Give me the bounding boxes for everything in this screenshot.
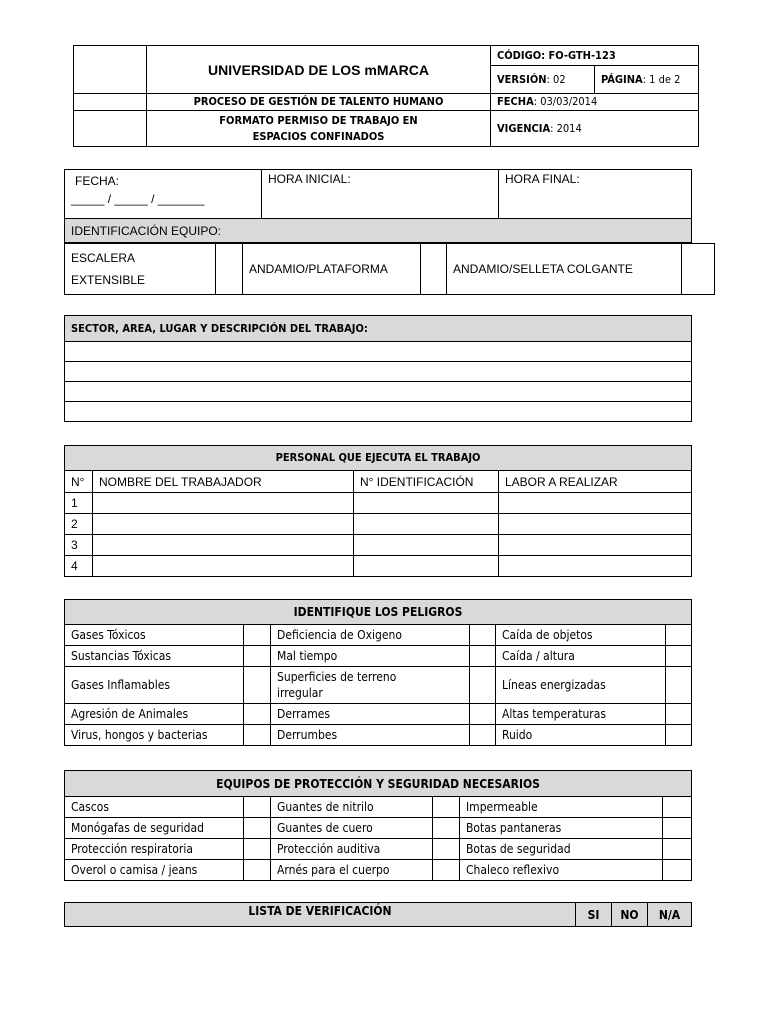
equipo-check[interactable] — [663, 818, 692, 839]
equipos-table — [64, 770, 692, 881]
id-cell[interactable] — [354, 493, 499, 514]
peligro-check[interactable] — [244, 625, 271, 646]
row-number: 1 — [65, 493, 93, 514]
codigo: CÓDIGO: FO-GTH-123 — [491, 46, 699, 66]
equipo-escalera-check[interactable] — [216, 244, 243, 295]
hora-final-label: HORA FINAL: — [505, 172, 580, 186]
peligro-check[interactable] — [470, 667, 496, 704]
peligro-label: Agresión de Animales — [65, 704, 244, 725]
fecha-label: FECHA: — [75, 174, 120, 188]
peligros-title: IDENTIFIQUE LOS PELIGROS — [65, 600, 692, 625]
col-identificacion: N° IDENTIFICACIÓN — [354, 471, 499, 493]
peligro-label: Deficiencia de Oxigeno — [271, 625, 470, 646]
peligro-check[interactable] — [244, 725, 271, 746]
labor-cell[interactable] — [499, 514, 692, 535]
peligro-label: Mal tiempo — [271, 646, 470, 667]
row-number: 2 — [65, 514, 93, 535]
verificacion-table — [64, 902, 692, 927]
equipo-label: Botas pantaneras — [460, 818, 663, 839]
labor-cell[interactable] — [499, 493, 692, 514]
equipo-check[interactable] — [663, 839, 692, 860]
row-number: 4 — [65, 556, 93, 577]
peligro-label: Ruido — [496, 725, 666, 746]
peligros-table — [64, 599, 692, 746]
col-na: N/A — [648, 903, 692, 927]
peligro-check[interactable] — [244, 667, 271, 704]
peligro-label: Superficies de terreno irregular — [271, 667, 470, 704]
fecha-header: FECHA: 03/03/2014 — [491, 94, 699, 111]
equipo-check[interactable] — [433, 797, 460, 818]
peligro-check[interactable] — [470, 725, 496, 746]
nombre-cell[interactable] — [93, 535, 354, 556]
personal-table — [64, 445, 692, 577]
equipo-label: Protección respiratoria — [65, 839, 244, 860]
sector-line-4[interactable] — [65, 402, 692, 422]
equipo-label: Chaleco reflexivo — [460, 860, 663, 881]
equipo-check[interactable] — [433, 818, 460, 839]
peligro-label: Virus, hongos y bacterias — [65, 725, 244, 746]
equipo-check[interactable] — [663, 860, 692, 881]
personal-title: PERSONAL QUE EJECUTA EL TRABAJO — [65, 446, 692, 471]
peligro-check[interactable] — [666, 667, 692, 704]
equipo-types — [64, 243, 715, 295]
format-name: FORMATO PERMISO DE TRABAJO EN ESPACIOS CONFINADOS — [147, 111, 491, 147]
hora-final-cell[interactable] — [499, 170, 692, 219]
col-si: SI — [576, 903, 612, 927]
id-cell[interactable] — [354, 514, 499, 535]
version: VERSIÓN: 02 — [491, 66, 595, 94]
peligro-check[interactable] — [244, 646, 271, 667]
col-labor: LABOR A REALIZAR — [499, 471, 692, 493]
equipo-label: Protección auditiva — [271, 839, 433, 860]
peligro-check[interactable] — [666, 625, 692, 646]
peligro-label: Gases Inflamables — [65, 667, 244, 704]
peligro-check[interactable] — [470, 625, 496, 646]
peligro-label: Gases Tóxicos — [65, 625, 244, 646]
equipo-label: Guantes de nitrilo — [271, 797, 433, 818]
peligro-label: Líneas energizadas — [496, 667, 666, 704]
equipo-label: Botas de seguridad — [460, 839, 663, 860]
pagina: PÁGINA: 1 de 2 — [595, 66, 699, 94]
header-blank-2 — [74, 111, 147, 147]
equipo-check[interactable] — [433, 860, 460, 881]
verificacion-title: LISTA DE VERIFICACIÓN — [65, 903, 576, 927]
process-name: PROCESO DE GESTIÓN DE TALENTO HUMANO — [147, 94, 491, 111]
peligro-label: Altas temperaturas — [496, 704, 666, 725]
header-blank-1 — [74, 94, 147, 111]
peligro-check[interactable] — [470, 704, 496, 725]
equipo-label: Impermeable — [460, 797, 663, 818]
nombre-cell[interactable] — [93, 514, 354, 535]
col-nombre: NOMBRE DEL TRABAJADOR — [93, 471, 354, 493]
labor-cell[interactable] — [499, 556, 692, 577]
university-name: UNIVERSIDAD DE LOS mMARCA — [147, 46, 491, 94]
col-n: N° — [65, 471, 93, 493]
vigencia: VIGENCIA: 2014 — [491, 111, 699, 147]
equipo-label: Arnés para el cuerpo — [271, 860, 433, 881]
peligro-check[interactable] — [666, 725, 692, 746]
sector-line-1[interactable] — [65, 342, 692, 362]
sector-title: SECTOR, AREA, LUGAR Y DESCRIPCIÓN DEL TRABAJO: — [65, 316, 692, 342]
equipo-label: Cascos — [65, 797, 244, 818]
peligro-check[interactable] — [244, 704, 271, 725]
equipo-check[interactable] — [244, 797, 271, 818]
id-cell[interactable] — [354, 556, 499, 577]
fecha-blank: _____ / _____ / _______ — [71, 192, 205, 206]
peligro-label: Caída de objetos — [496, 625, 666, 646]
sector-line-3[interactable] — [65, 382, 692, 402]
general-info-top — [64, 169, 692, 243]
peligro-label: Sustancias Tóxicas — [65, 646, 244, 667]
peligro-check[interactable] — [666, 646, 692, 667]
peligro-label: Derrumbes — [271, 725, 470, 746]
fecha-cell[interactable] — [65, 170, 262, 219]
logo-placeholder — [74, 46, 147, 94]
id-cell[interactable] — [354, 535, 499, 556]
equipo-check[interactable] — [663, 797, 692, 818]
equipo-andamio-label: ANDAMIO/PLATAFORMA — [243, 244, 421, 295]
equipo-label: Monógafas de seguridad — [65, 818, 244, 839]
equipo-check[interactable] — [244, 860, 271, 881]
peligro-label: Derrames — [271, 704, 470, 725]
peligro-label: Caída / altura — [496, 646, 666, 667]
hora-inicial-cell[interactable] — [262, 170, 499, 219]
equipo-check[interactable] — [433, 839, 460, 860]
labor-cell[interactable] — [499, 535, 692, 556]
peligro-check[interactable] — [470, 646, 496, 667]
equipo-selleta-label: ANDAMIO/SELLETA COLGANTE — [447, 244, 682, 295]
equipo-escalera-label: ESCALERA EXTENSIBLE — [65, 244, 216, 295]
equipos-title: EQUIPOS DE PROTECCIÓN Y SEGURIDAD NECESARIOS — [65, 771, 692, 797]
sector-table — [64, 315, 692, 422]
equipo-andamio-check[interactable] — [421, 244, 447, 295]
nombre-cell[interactable] — [93, 556, 354, 577]
col-no: NO — [612, 903, 648, 927]
hora-inicial-label: HORA INICIAL: — [268, 172, 351, 186]
equipo-label: Guantes de cuero — [271, 818, 433, 839]
equipo-label: Overol o camisa / jeans — [65, 860, 244, 881]
id-equipo-label: IDENTIFICACIÓN EQUIPO: — [65, 219, 692, 243]
equipo-selleta-check[interactable] — [682, 244, 715, 295]
document-header — [73, 45, 699, 147]
sector-line-2[interactable] — [65, 362, 692, 382]
peligro-check[interactable] — [666, 704, 692, 725]
equipo-check[interactable] — [244, 818, 271, 839]
row-number: 3 — [65, 535, 93, 556]
equipo-check[interactable] — [244, 839, 271, 860]
nombre-cell[interactable] — [93, 493, 354, 514]
